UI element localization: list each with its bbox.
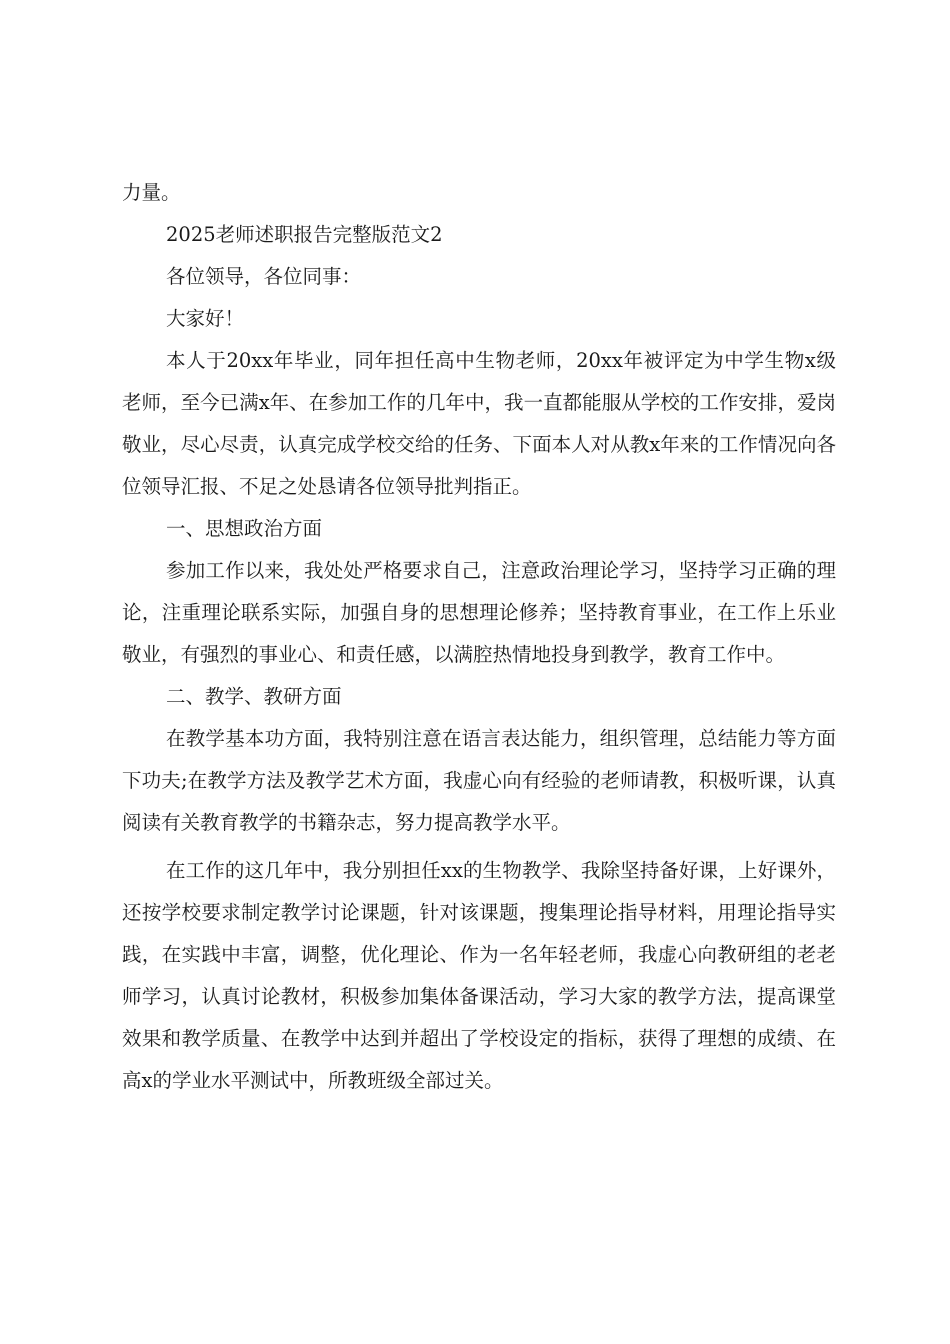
paragraph-teaching-skills: 在教学基本功方面，我特别注意在语言表达能力，组织管理，总结能力等方面下功夫;在教学方法及教学艺术方面，我虚心向有经验的老师请教，积极听课，认真阅读有关教育教学的书籍杂志，努力提高教学水平。	[122, 727, 836, 834]
heading-teaching: 二、教学、教研方面	[166, 685, 342, 708]
greeting: 大家好！	[166, 307, 245, 330]
paragraph-intro: 本人于20xx年毕业，同年担任高中生物老师，20xx年被评定为中学生物x级老师，至今已满x年、在参加工作的几年中，我一直都能服从学校的工作安排，爱岗敬业，尽心尽责，认真完成学校交给的任务、下面本人对从教x年来的工作情况向各位领导汇报、不足之处恳请各位领导批判指正。	[122, 349, 836, 498]
document-body	[122, 172, 836, 1102]
section-title: 2025老师述职报告完整版范文2	[166, 223, 443, 246]
heading-political: 一、思想政治方面	[166, 517, 323, 540]
paragraph-teaching-work: 在工作的这几年中，我分别担任xx的生物教学、我除坚持备好课，上好课外，还按学校要求制定教学讨论课题，针对该课题，搜集理论指导材料，用理论指导实践，在实践中丰富，调整，优化理论、作为一名年轻老师，我虚心向教研组的老老师学习，认真讨论教材，积极参加集体备课活动，学习大家的教学方法，提高课堂效果和教学质量、在教学中达到并超出了学校设定的指标，获得了理想的成绩、在高x的学业水平测试中，所教班级全部过关。	[122, 859, 836, 1092]
salutation: 各位领导，各位同事：	[166, 265, 362, 288]
paragraph-political: 参加工作以来，我处处严格要求自己，注意政治理论学习，坚持学习正确的理论，注重理论联系实际，加强自身的思想理论修养；坚持教育事业，在工作上乐业敬业，有强烈的事业心、和责任感，以满腔热情地投身到教学，教育工作中。	[122, 559, 836, 666]
paragraph-continuation: 力量。	[122, 181, 181, 204]
